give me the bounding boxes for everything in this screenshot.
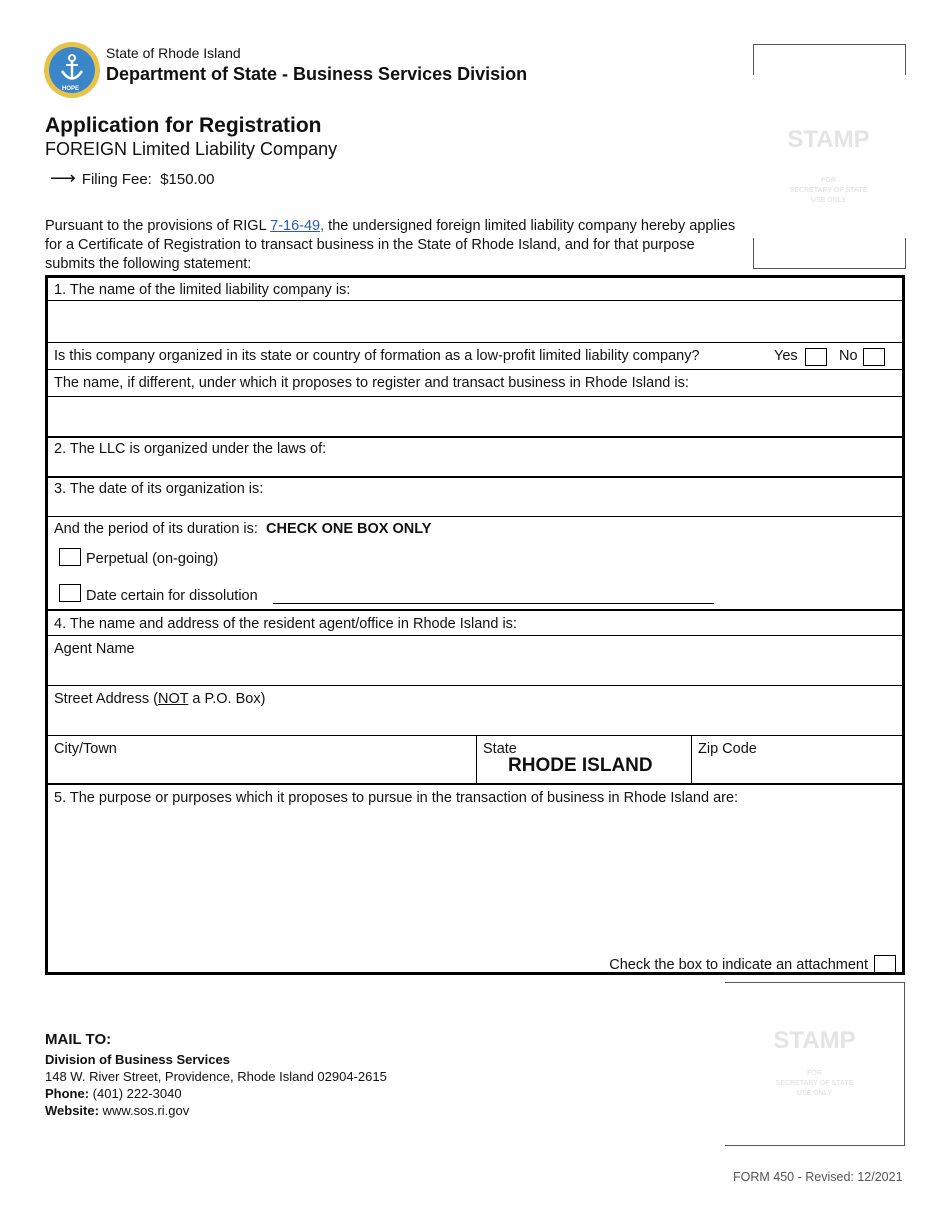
alt-name-question: The name, if different, under which it proposes to register and transact business in Rhode Island is: [54, 375, 689, 391]
no-checkbox[interactable] [863, 348, 885, 366]
stamp-word-2: STAMP [773, 1027, 856, 1054]
perpetual-checkbox[interactable] [59, 548, 81, 566]
mail-address: 148 W. River Street, Providence, Rhode Island 02904-2615 [45, 1069, 387, 1084]
stamp-sub-2: SECRETARY OF STATE [789, 187, 868, 194]
intro-paragraph [45, 217, 745, 274]
rigl-link[interactable]: 7-16-49, [270, 218, 325, 234]
stamp-area [753, 126, 904, 206]
street-pre: Street Address ( [54, 691, 158, 707]
website-value[interactable]: www.sos.ri.gov [98, 1103, 190, 1118]
stamp2-sub-3: USE ONLY [796, 1090, 833, 1097]
state-name: State of Rhode Island [106, 45, 241, 61]
stamp-box-top [753, 44, 906, 75]
fee-amount: $150.00 [160, 171, 215, 188]
attachment-checkbox[interactable] [874, 955, 896, 973]
q1-label: 1. The name of the limited liability company is: [54, 282, 351, 298]
intro-text-2: the undersigned foreign limited liability company hereby applies for a Certificate of Registration to transact business in the State of Rhode Island, and for that purpose submits the following statement: [45, 218, 736, 272]
fee-label: Filing Fee: [81, 171, 152, 188]
perpetual-label: Perpetual (on-going) [86, 551, 219, 567]
state-seal-icon [44, 42, 100, 98]
phone-value: (401) 222-3040 [89, 1086, 182, 1101]
filing-fee [50, 168, 214, 189]
street-not: NOT [157, 691, 189, 707]
q4-label: 4. The name and address of the resident agent/office in Rhode Island is: [54, 616, 517, 632]
low-profit-question: Is this company organized in its state or country of formation as a low-profit limited liability company? [54, 348, 700, 364]
intro-text-1: Pursuant to the provisions of RIGL [45, 218, 271, 234]
arrow-right-icon: ⟶ [50, 168, 76, 188]
agent-name-field[interactable] [48, 641, 902, 683]
duration-hint: CHECK ONE BOX ONLY [266, 521, 432, 537]
registration-form [45, 275, 905, 975]
mail-to-block [45, 1031, 387, 1119]
duration-question: And the period of its duration is: [54, 521, 258, 537]
anchor-icon [56, 52, 88, 84]
q2-field[interactable] [48, 441, 902, 477]
zip-field[interactable] [698, 741, 898, 783]
q2-label: 2. The LLC is organized under the laws of: [54, 441, 327, 457]
attachment-label: Check the box to indicate an attachment [609, 957, 868, 973]
state-label: State [483, 741, 517, 757]
no-label: No [839, 348, 858, 364]
form-number: FORM 450 - Revised: 12/2021 [733, 1170, 903, 1184]
seal-text: HOPE [62, 86, 80, 92]
dissolution-date-line[interactable] [273, 603, 714, 604]
date-certain-checkbox[interactable] [59, 584, 81, 602]
state-field [483, 741, 693, 776]
company-name-field[interactable] [48, 301, 902, 341]
stamp-sub-1: FOR [821, 177, 836, 184]
mail-org: Division of Business Services [45, 1052, 230, 1067]
city-label: City/Town [54, 741, 117, 757]
agent-name-label: Agent Name [54, 641, 135, 657]
form-title: Application for Registration [45, 114, 322, 137]
phone-label: Phone: [45, 1086, 90, 1101]
street-post: a P.O. Box) [188, 691, 266, 707]
street-address-label [54, 691, 265, 707]
date-certain-label: Date certain for dissolution [86, 588, 258, 604]
department-name: Department of State - Business Services Division [106, 64, 528, 84]
state-value: RHODE ISLAND [508, 755, 653, 776]
q3-label: 3. The date of its organization is: [54, 481, 264, 497]
stamp-box-bottom [753, 238, 906, 269]
stamp-word: STAMP [787, 126, 870, 153]
stamp-sub-3: USE ONLY [810, 197, 847, 204]
yes-checkbox[interactable] [805, 348, 827, 366]
yes-label: Yes [774, 348, 798, 364]
stamp2-sub-2: SECRETARY OF STATE [775, 1080, 854, 1087]
zip-label: Zip Code [698, 741, 757, 757]
street-address-field[interactable] [48, 691, 902, 733]
purpose-field[interactable] [48, 810, 902, 950]
form-subtitle: FOREIGN Limited Liability Company [45, 139, 338, 159]
alt-name-field[interactable] [48, 397, 902, 435]
mail-heading: MAIL TO: [45, 1031, 112, 1048]
website-label: Website: [45, 1103, 99, 1118]
q5-label: 5. The purpose or purposes which it proposes to pursue in the transaction of business in Rhode Island are: [54, 790, 739, 806]
mail-phone [45, 1085, 387, 1102]
mail-website [45, 1102, 387, 1119]
stamp2-sub-1: FOR [807, 1070, 822, 1077]
stamp-area-2 [725, 1027, 904, 1099]
q3-field[interactable] [48, 481, 902, 517]
